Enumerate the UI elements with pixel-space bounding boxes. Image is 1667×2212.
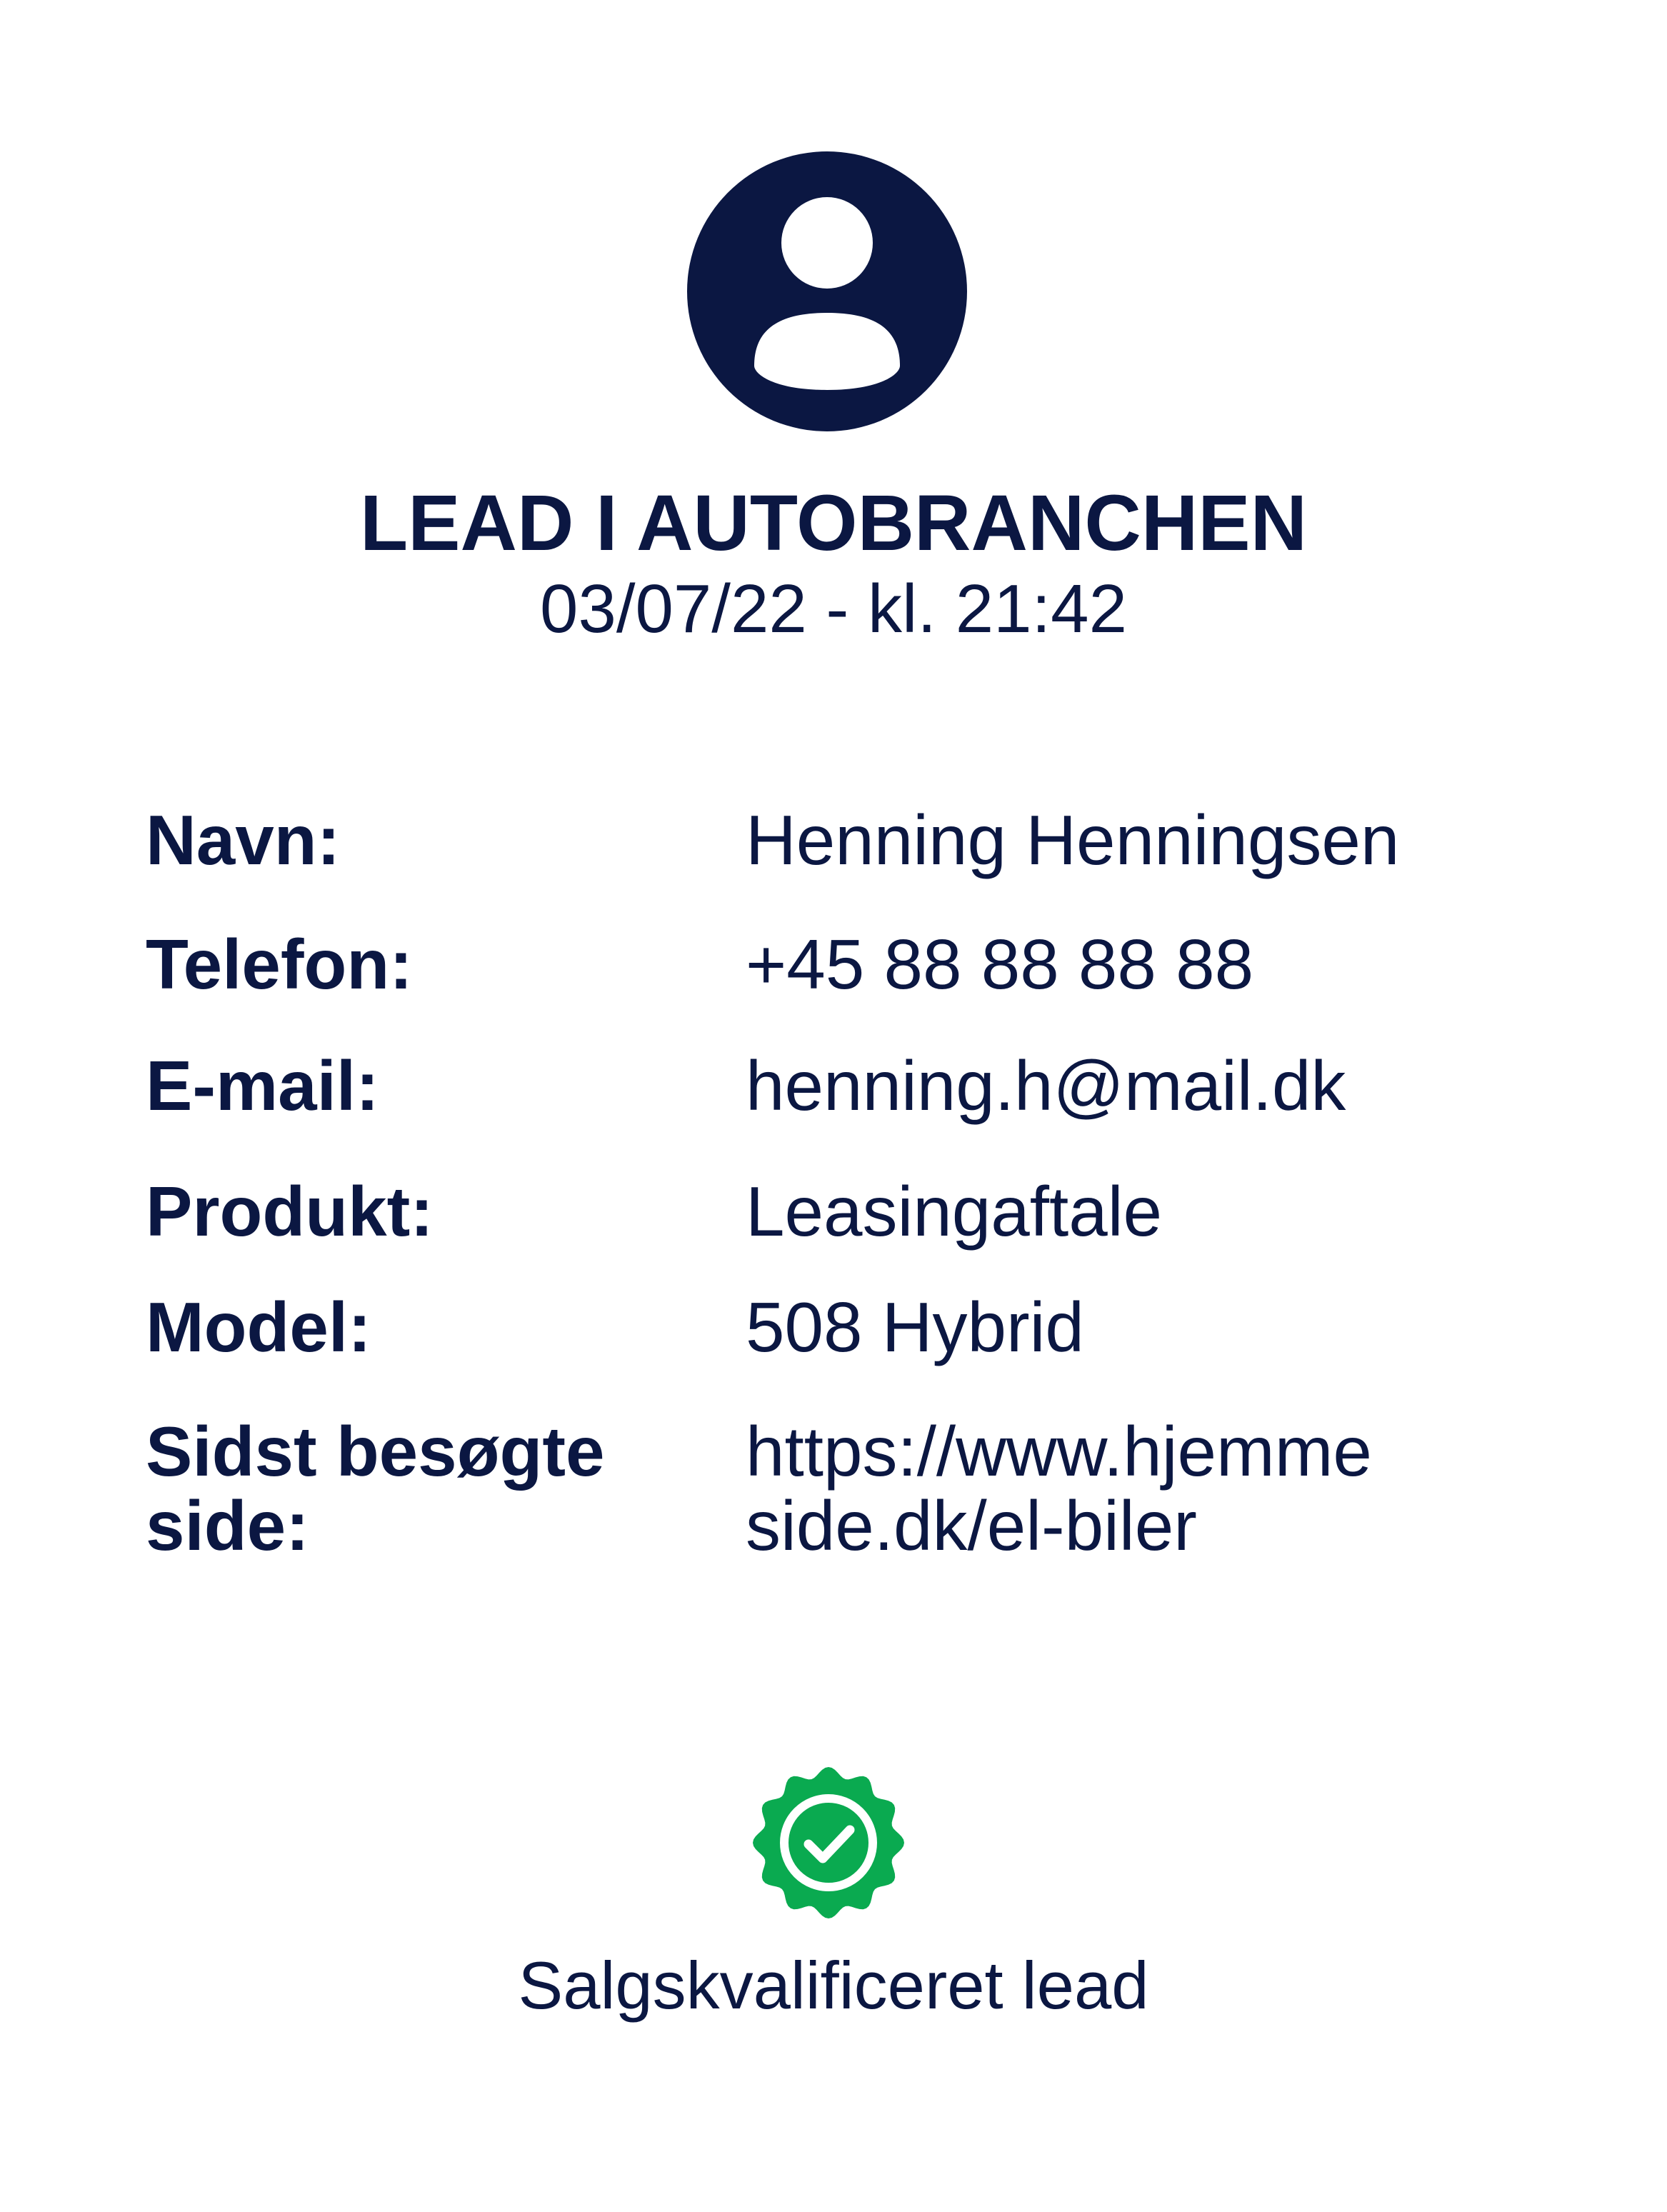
last-page-value <box>746 1414 1617 1563</box>
last-page-label <box>146 1414 717 1563</box>
model-label: Model: <box>146 1288 371 1366</box>
phone-label: Telefon: <box>146 925 413 1004</box>
verified-badge-icon <box>751 1766 906 1920</box>
lead-timestamp: 03/07/22 - kl. 21:42 <box>540 571 1127 647</box>
product-value: Leasingaftale <box>746 1172 1163 1251</box>
last-page-label-line1: Sidst besøgte <box>146 1412 605 1491</box>
last-page-label-line2: side: <box>146 1486 309 1565</box>
status-label: Salgskvalificeret lead <box>518 1948 1149 2023</box>
model-value: 508 Hybrid <box>746 1288 1084 1366</box>
email-value: henning.h@mail.dk <box>746 1046 1346 1125</box>
last-page-value-line2: side.dk/el-biler <box>746 1486 1197 1565</box>
name-value: Henning Henningsen <box>746 801 1400 879</box>
product-label: Produkt: <box>146 1172 434 1251</box>
phone-value: +45 88 88 88 88 <box>746 925 1254 1004</box>
email-label: E-mail: <box>146 1046 379 1125</box>
page-title: LEAD I AUTOBRANCHEN <box>359 479 1308 567</box>
name-label: Navn: <box>146 801 341 879</box>
last-page-value-line1: https://www.hjemme <box>746 1412 1372 1491</box>
user-avatar-icon <box>687 151 967 431</box>
